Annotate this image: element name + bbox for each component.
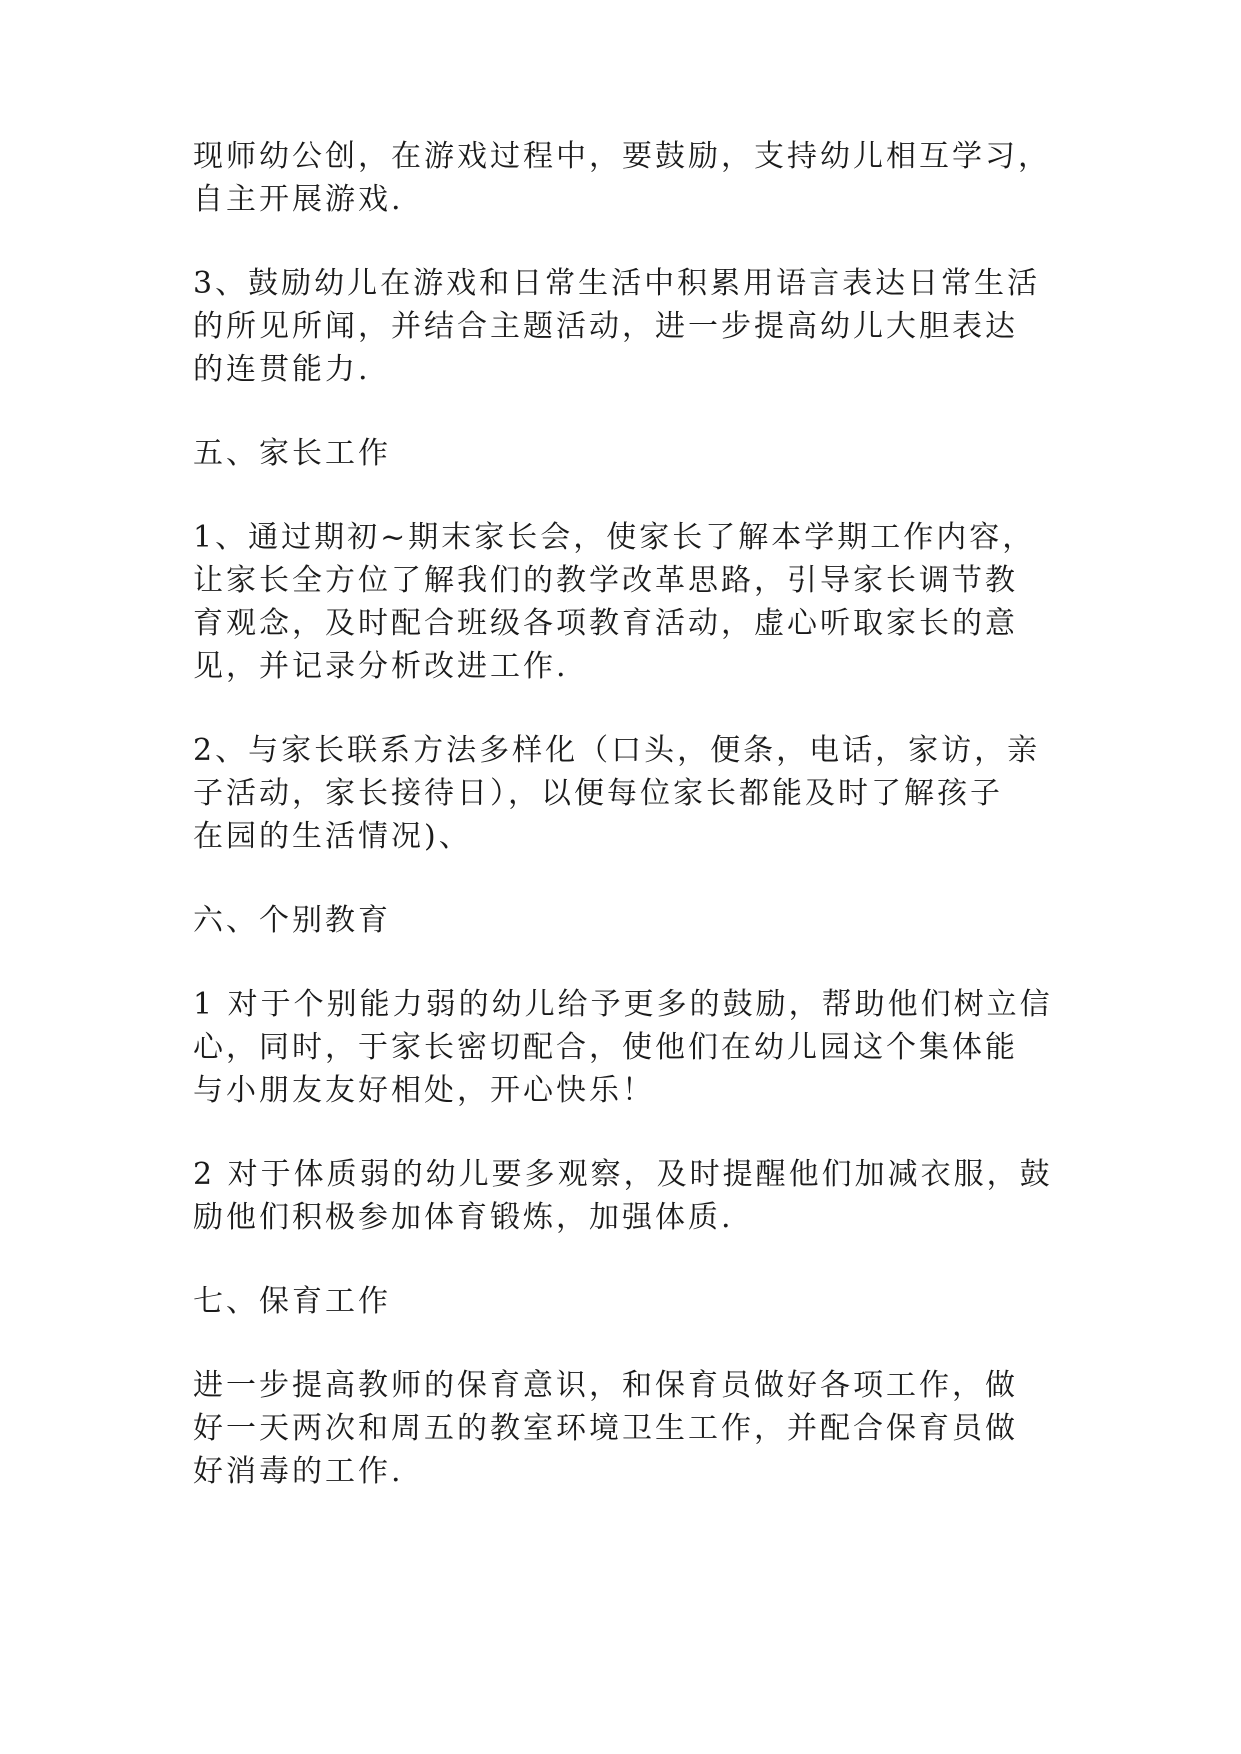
- heading-text: 五、家长工作: [193, 436, 391, 471]
- text-line: 自主开展游戏.: [193, 182, 404, 217]
- paragraph-weak-ability: [193, 983, 1063, 1112]
- paragraph-childcare: [193, 1364, 1063, 1493]
- text-line: 现师幼公创，在游戏过程中，要鼓励，支持幼儿相互学习，: [193, 139, 1051, 174]
- text-line: 在园的生活情况)、: [193, 819, 472, 854]
- heading-text: 七、保育工作: [193, 1284, 391, 1319]
- text-line: 进一步提高教师的保育意识，和保育员做好各项工作，做: [193, 1368, 1018, 1403]
- paragraph-parent-contact: [193, 729, 1063, 858]
- text-line: 好一天两次和周五的教室环境卫生工作，并配合保育员做: [193, 1411, 1018, 1446]
- text-line: 让家长全方位了解我们的教学改革思路，引导家长调节教: [193, 563, 1018, 598]
- section-heading-parent-work: [193, 432, 1063, 475]
- text-line: 励他们积极参加体育锻炼，加强体质.: [193, 1200, 734, 1235]
- text-line: 1 对于个别能力弱的幼儿给予更多的鼓励，帮助他们树立信: [193, 987, 1053, 1022]
- text-line: 的连贯能力.: [193, 352, 371, 387]
- text-line: 与小朋友友好相处，开心快乐！: [193, 1073, 655, 1108]
- paragraph-game-support: [193, 135, 1063, 221]
- text-line: 3、鼓励幼儿在游戏和日常生活中积累用语言表达日常生活: [193, 266, 1041, 301]
- text-line: 育观念，及时配合班级各项教育活动，虚心听取家长的意: [193, 606, 1018, 641]
- section-heading-childcare-work: [193, 1280, 1063, 1323]
- heading-text: 六、个别教育: [193, 903, 391, 938]
- text-line: 心，同时，于家长密切配合，使他们在幼儿园这个集体能: [193, 1030, 1018, 1065]
- text-line: 见，并记录分析改进工作.: [193, 649, 569, 684]
- paragraph-language-expression: [193, 262, 1063, 391]
- text-line: 2 对于体质弱的幼儿要多观察，及时提醒他们加减衣服，鼓: [193, 1157, 1053, 1192]
- text-line: 2、与家长联系方法多样化（口头，便条，电话，家访，亲: [193, 733, 1041, 768]
- paragraph-weak-physique: [193, 1153, 1063, 1239]
- paragraph-parent-meeting: [193, 516, 1063, 688]
- text-line: 好消毒的工作.: [193, 1454, 404, 1489]
- text-line: 的所见所闻，并结合主题活动，进一步提高幼儿大胆表达: [193, 309, 1018, 344]
- section-heading-individual-education: [193, 899, 1063, 942]
- text-line: 子活动，家长接待日），以便每位家长都能及时了解孩子: [193, 776, 1003, 811]
- text-line: 1、通过期初~期末家长会，使家长了解本学期工作内容，: [193, 520, 1036, 555]
- document-body: [193, 135, 1063, 1534]
